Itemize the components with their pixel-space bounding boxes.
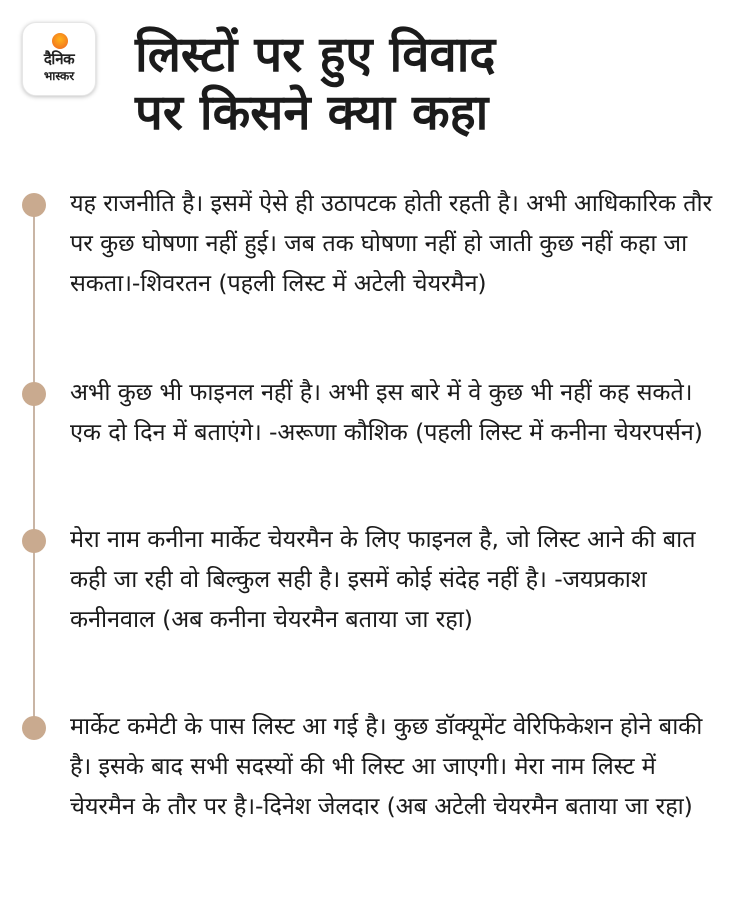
quote-text: मार्केट कमेटी के पास लिस्ट आ गई है। कुछ डॉक्यूमेंट वेरिफिकेशन होने बाकी है। इसके बाद सभी सदस्यों की भी लिस्ट आ जाएगी। मेरा नाम लिस्ट में चेयरमैन के तौर पर है।-दिनेश जेलदार (अब अटेली चेयरमैन बताया जा रहा) — [70, 712, 703, 820]
quote-text: यह राजनीति है। इसमें ऐसे ही उठापटक होती रहती है। अभी आधिकारिक तौर पर कुछ घोषणा नहीं हुई। जब तक घोषणा नहीं हो जाती कुछ नहीं कहा जा सकता।-शिवरतन (पहली लिस्ट में अटेली चेयरमैन) — [70, 189, 713, 297]
sun-icon — [52, 33, 68, 49]
quote-text: मेरा नाम कनीना मार्केट चेयरमैन के लिए फाइनल है, जो लिस्ट आने की बात कही जा रही वो बिल्कुल सही है। इसमें कोई संदेह नहीं है। -जयप्रकाश कनीनवाल (अब कनीना चेयरमैन बताया जा रहा) — [70, 525, 696, 633]
logo-text-line1: दैनिक — [43, 50, 75, 68]
page-title — [135, 26, 675, 142]
bullet-dot — [22, 529, 46, 553]
dainik-bhaskar-logo — [22, 22, 96, 96]
bullet-dot — [22, 193, 46, 217]
quote-text: अभी कुछ भी फाइनल नहीं है। अभी इस बारे में वे कुछ भी नहीं कह सकते। एक दो दिन में बताएंगे। -अरूणा कौशिक (पहली लिस्ट में कनीना चेयरपर्सन) — [70, 378, 703, 446]
timeline-line — [33, 204, 35, 724]
bullet-dot — [22, 382, 46, 406]
title-line1: लिस्टों पर हुए विवाद — [135, 26, 496, 83]
bullet-dot — [22, 716, 46, 740]
logo-text-line2: भास्कर — [43, 69, 75, 83]
title-line2: पर किसने क्या कहा — [135, 84, 489, 141]
